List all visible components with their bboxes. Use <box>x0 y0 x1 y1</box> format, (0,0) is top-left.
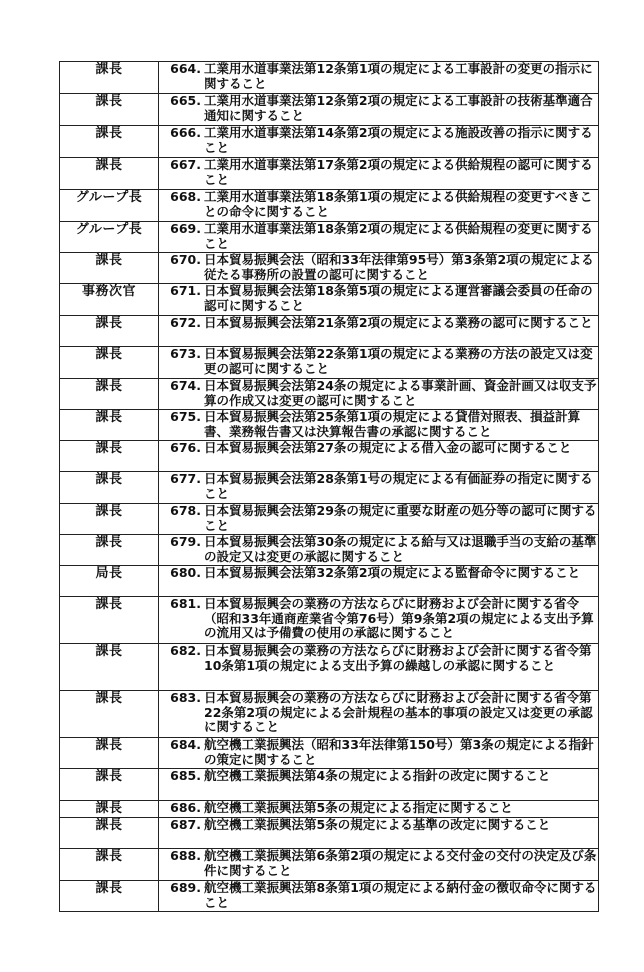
matter-cell <box>159 801 599 818</box>
item-number: 664. <box>170 61 201 76</box>
table-row <box>60 158 599 190</box>
matter-cell <box>159 738 599 769</box>
item-text: 日本貿易振興会法第21条第2項の規定による業務の認可に関すること <box>204 315 593 330</box>
item-text: 日本貿易振興会の業務の方法ならびに財務および会計に関する省令第22条第2項の規定による会計規程の基本的事項の設定又は変更の承認に関すること <box>204 690 593 734</box>
matter-cell <box>159 158 599 190</box>
official-title: 課長 <box>60 738 159 769</box>
official-title: 課長 <box>60 126 159 158</box>
official-title: 課長 <box>60 691 159 738</box>
item-text: 工業用水道事業法第12条第2項の規定による工事設計の技術基準適合通知に関すること <box>204 93 593 123</box>
matter-content <box>159 691 598 735</box>
item-text: 航空機工業振興法第5条の規定による基準の改定に関すること <box>204 817 551 832</box>
item-number: 677. <box>170 471 201 486</box>
matter-cell <box>159 253 599 284</box>
official-title: 課長 <box>60 379 159 410</box>
table-body <box>60 62 599 912</box>
matter-cell <box>159 644 599 691</box>
matter-cell <box>159 94 599 126</box>
official-title: 局長 <box>60 566 159 597</box>
official-title: 課長 <box>60 818 159 849</box>
table-row <box>60 644 599 691</box>
table-row <box>60 566 599 597</box>
item-text: 航空機工業振興法第5条の規定による指定に関すること <box>204 800 513 815</box>
matter-cell <box>159 284 599 316</box>
item-number: 665. <box>170 93 201 108</box>
item-text: 日本貿易振興会法（昭和33年法律第95号）第3条第2項の規定による従たる事務所の設置の認可に関すること <box>204 252 594 282</box>
matter-cell <box>159 597 599 644</box>
item-number: 672. <box>170 315 201 330</box>
matter-content <box>159 738 598 767</box>
item-number: 668. <box>170 189 201 204</box>
matter-content <box>159 818 598 833</box>
item-number: 684. <box>170 737 201 752</box>
table-row <box>60 597 599 644</box>
matter-content <box>159 62 598 91</box>
table-row <box>60 849 599 881</box>
matter-cell <box>159 316 599 347</box>
item-text: 航空機工業振興法第8条第1項の規定による納付金の徴収命令に関すること <box>204 880 597 910</box>
item-text: 日本貿易振興会法第22条第1項の規定による業務の方法の設定又は変更の認可に関すること <box>204 346 593 376</box>
matter-cell <box>159 472 599 504</box>
official-title: 課長 <box>60 253 159 284</box>
table-row <box>60 818 599 849</box>
matter-content <box>159 441 598 456</box>
matter-cell <box>159 566 599 597</box>
item-number: 673. <box>170 346 201 361</box>
table-row <box>60 347 599 379</box>
official-title: 課長 <box>60 347 159 379</box>
matter-content <box>159 253 598 282</box>
delegation-table-page <box>59 61 599 912</box>
official-title: 課長 <box>60 849 159 881</box>
item-number: 687. <box>170 817 201 832</box>
matter-cell <box>159 504 599 535</box>
item-text: 日本貿易振興会法第29条の規定に重要な財産の処分等の認可に関すること <box>204 503 597 533</box>
table-row <box>60 253 599 284</box>
table-row <box>60 94 599 126</box>
item-text: 日本貿易振興会法第30条の規定による給与又は退職手当の支給の基準の設定又は変更の承認に関すること <box>204 534 597 564</box>
matter-cell <box>159 849 599 881</box>
item-text: 航空機工業振興法（昭和33年法律第150号）第3条の規定による指針の策定に関すること <box>204 737 594 767</box>
item-number: 667. <box>170 157 201 172</box>
matter-content <box>159 126 598 155</box>
matter-content <box>159 379 598 408</box>
delegation-table <box>59 61 599 912</box>
matter-cell <box>159 881 599 912</box>
matter-content <box>159 410 598 439</box>
matter-content <box>159 769 598 784</box>
matter-content <box>159 597 598 641</box>
official-title: グループ長 <box>60 222 159 253</box>
item-text: 工業用水道事業法第18条第2項の規定による供給規程の変更に関すること <box>204 221 593 251</box>
matter-cell <box>159 126 599 158</box>
item-number: 666. <box>170 125 201 140</box>
matter-cell <box>159 62 599 94</box>
matter-cell <box>159 535 599 566</box>
matter-content <box>159 801 598 816</box>
matter-content <box>159 222 598 251</box>
matter-cell <box>159 379 599 410</box>
matter-cell <box>159 190 599 222</box>
matter-cell <box>159 410 599 441</box>
official-title: 課長 <box>60 158 159 190</box>
matter-cell <box>159 818 599 849</box>
item-text: 工業用水道事業法第17条第2項の規定による供給規程の認可に関すること <box>204 157 593 187</box>
item-number: 681. <box>170 596 201 611</box>
official-title: 課長 <box>60 801 159 818</box>
item-number: 676. <box>170 440 201 455</box>
official-title: 課長 <box>60 535 159 566</box>
item-number: 686. <box>170 800 201 815</box>
table-row <box>60 535 599 566</box>
table-row <box>60 801 599 818</box>
official-title: 課長 <box>60 597 159 644</box>
matter-cell <box>159 222 599 253</box>
item-number: 671. <box>170 283 201 298</box>
table-row <box>60 284 599 316</box>
table-row <box>60 62 599 94</box>
table-row <box>60 472 599 504</box>
official-title: 課長 <box>60 881 159 912</box>
table-row <box>60 126 599 158</box>
item-text: 日本貿易振興会法第24条の規定による事業計画、資金計画又は収支予算の作成又は変更の認可に関すること <box>204 378 597 408</box>
item-number: 670. <box>170 252 201 267</box>
table-row <box>60 410 599 441</box>
item-number: 675. <box>170 409 201 424</box>
matter-content <box>159 158 598 187</box>
item-number: 688. <box>170 848 201 863</box>
item-text: 工業用水道事業法第12条第1項の規定による工事設計の変更の指示に関すること <box>204 61 593 91</box>
matter-content <box>159 316 598 331</box>
item-number: 689. <box>170 880 201 895</box>
official-title: 課長 <box>60 472 159 504</box>
item-text: 日本貿易振興会法第32条第2項の規定による監督命令に関すること <box>204 565 581 580</box>
matter-content <box>159 472 598 501</box>
item-number: 682. <box>170 643 201 658</box>
item-text: 日本貿易振興会法第18条第5項の規定による運営審議会委員の任命の認可に関すること <box>204 283 593 313</box>
table-row <box>60 504 599 535</box>
item-number: 674. <box>170 378 201 393</box>
official-title: 事務次官 <box>60 284 159 316</box>
official-title: 課長 <box>60 316 159 347</box>
official-title: 課長 <box>60 769 159 801</box>
table-row <box>60 691 599 738</box>
item-number: 669. <box>170 221 201 236</box>
matter-content <box>159 504 598 533</box>
matter-content <box>159 849 598 878</box>
table-row <box>60 222 599 253</box>
official-title: 課長 <box>60 504 159 535</box>
item-text: 日本貿易振興会の業務の方法ならびに財務および会計に関する省令第10条第1項の規定による支出予算の繰越しの承認に関すること <box>204 643 592 673</box>
table-row <box>60 738 599 769</box>
item-text: 工業用水道事業法第18条第1項の規定による供給規程の変更すべきことの命令に関すること <box>204 189 593 219</box>
table-row <box>60 379 599 410</box>
matter-content <box>159 190 598 219</box>
item-text: 航空機工業振興法第6条第2項の規定による交付金の交付の決定及び条件に関すること <box>204 848 597 878</box>
official-title: 課長 <box>60 94 159 126</box>
official-title: 課長 <box>60 410 159 441</box>
matter-content <box>159 535 598 564</box>
item-text: 航空機工業振興法第4条の規定による指針の改定に関すること <box>204 768 551 783</box>
item-number: 680. <box>170 565 201 580</box>
matter-content <box>159 881 598 910</box>
matter-content <box>159 284 598 313</box>
table-row <box>60 441 599 472</box>
item-text: 工業用水道事業法第14条第2項の規定による施設改善の指示に関すること <box>204 125 593 155</box>
matter-cell <box>159 347 599 379</box>
item-text: 日本貿易振興会の業務の方法ならびに財務および会計に関する省令（昭和33年通商産業省令第76号）第9条第2項の規定による支出予算の流用又は予備費の使用の承認に関すること <box>204 596 594 640</box>
item-number: 678. <box>170 503 201 518</box>
matter-cell <box>159 441 599 472</box>
matter-content <box>159 94 598 123</box>
item-text: 日本貿易振興会法第25条第1項の規定による貸借対照表、損益計算書、業務報告書又は決算報告書の承認に関すること <box>204 409 581 439</box>
matter-content <box>159 347 598 376</box>
item-text: 日本貿易振興会法第28条第1号の規定による有価証券の指定に関すること <box>204 471 593 501</box>
item-text: 日本貿易振興会法第27条の規定による借入金の認可に関すること <box>204 440 572 455</box>
official-title: 課長 <box>60 441 159 472</box>
table-row <box>60 769 599 801</box>
matter-cell <box>159 691 599 738</box>
table-row <box>60 190 599 222</box>
official-title: 課長 <box>60 62 159 94</box>
matter-content <box>159 566 598 581</box>
matter-content <box>159 644 598 673</box>
matter-cell <box>159 769 599 801</box>
official-title: 課長 <box>60 644 159 691</box>
item-number: 679. <box>170 534 201 549</box>
official-title: グループ長 <box>60 190 159 222</box>
item-number: 683. <box>170 690 201 705</box>
item-number: 685. <box>170 768 201 783</box>
table-row <box>60 881 599 912</box>
table-row <box>60 316 599 347</box>
